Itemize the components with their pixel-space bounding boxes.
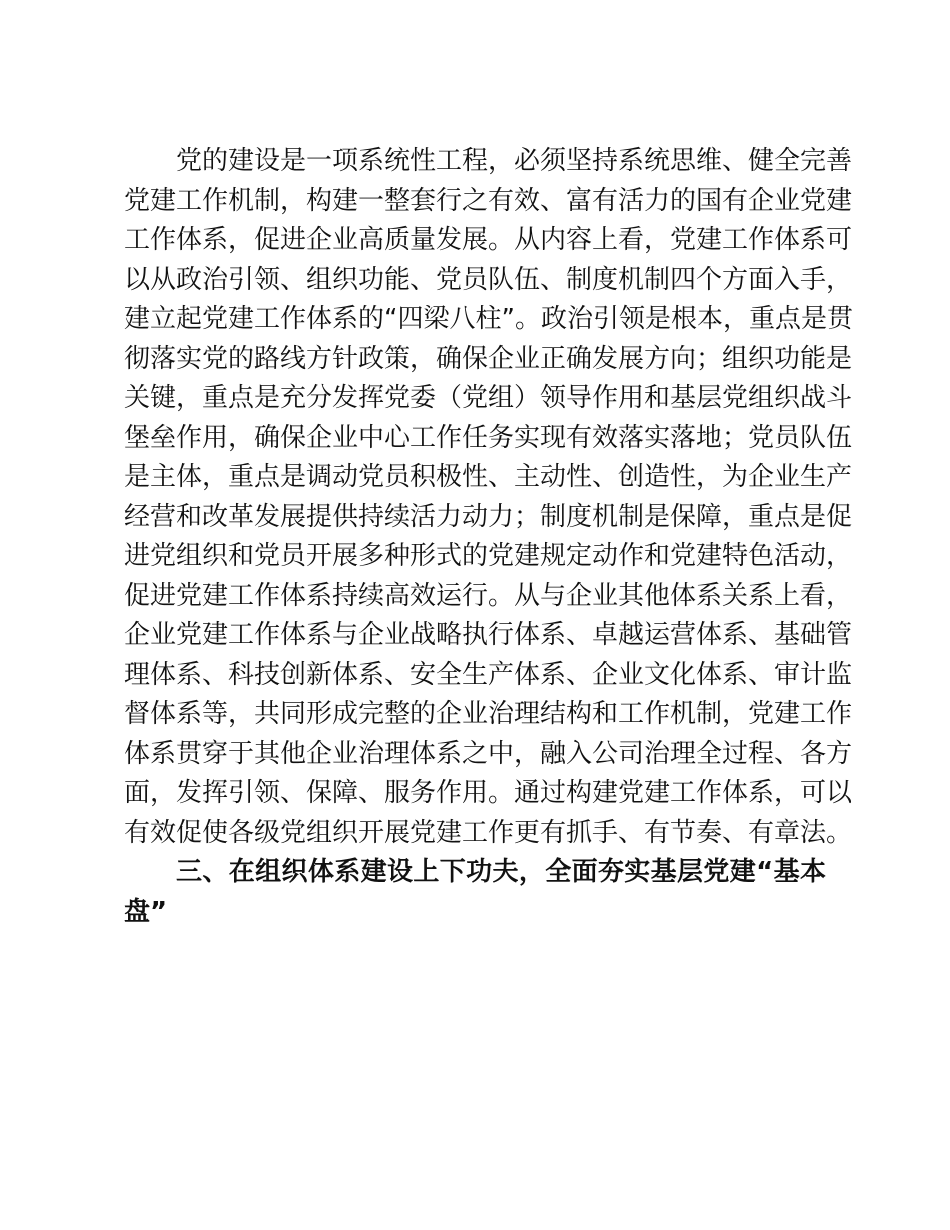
- paragraph-line: 党建工作机制，构建一整套行之有效、富有活力的国有企业党建: [124, 185, 853, 216]
- paragraph-line: 彻落实党的路线方针政策，确保企业正确发展方向；组织功能是: [124, 343, 853, 374]
- paragraph-line: 促进党建工作体系持续高效运行。从与企业其他体系关系上看，: [124, 580, 853, 611]
- document-body: [124, 142, 853, 932]
- paragraph-line: 是主体，重点是调动党员积极性、主动性、创造性，为企业生产: [124, 462, 853, 492]
- paragraph-line: 关键，重点是充分发挥党委（党组）领导作用和基层党组织战斗: [124, 383, 853, 413]
- paragraph-line: 党的建设是一项系统性工程，必须坚持系统思维、健全完善: [176, 146, 853, 176]
- paragraph-line: 经营和改革发展提供持续活力动力；制度机制是保障，重点是促: [124, 501, 853, 532]
- heading-line: 盘”: [124, 896, 168, 927]
- paragraph-line: 进党组织和党员开展多种形式的党建规定动作和党建特色活动，: [124, 541, 853, 571]
- paragraph-line: 建立起党建工作体系的“四梁八柱”。政治引领是根本，重点是贯: [124, 304, 853, 334]
- paragraph-line: 面，发挥引领、保障、服务作用。通过构建党建工作体系，可以: [124, 778, 853, 808]
- paragraph-line: 堡垒作用，确保企业中心工作任务实现有效落实落地；党员队伍: [124, 422, 853, 453]
- section-heading: [124, 853, 826, 932]
- paragraph-line: 理体系、科技创新体系、安全生产体系、企业文化体系、审计监: [124, 659, 853, 690]
- paragraph-line: 有效促使各级党组织开展党建工作更有抓手、有节奏、有章法。: [124, 817, 853, 848]
- body-paragraph: [124, 142, 853, 853]
- heading-line: 三、在组织体系建设上下功夫，全面夯实基层党建“基本: [176, 857, 826, 887]
- paragraph-line: 工作体系，促进企业高质量发展。从内容上看，党建工作体系可: [124, 225, 853, 255]
- paragraph-line: 以从政治引领、组织功能、党员队伍、制度机制四个方面入手，: [124, 264, 853, 295]
- paragraph-line: 督体系等，共同形成完整的企业治理结构和工作机制，党建工作: [124, 699, 853, 729]
- paragraph-line: 企业党建工作体系与企业战略执行体系、卓越运营体系、基础管: [124, 620, 853, 650]
- paragraph-line: 体系贯穿于其他企业治理体系之中，融入公司治理全过程、各方: [124, 738, 853, 769]
